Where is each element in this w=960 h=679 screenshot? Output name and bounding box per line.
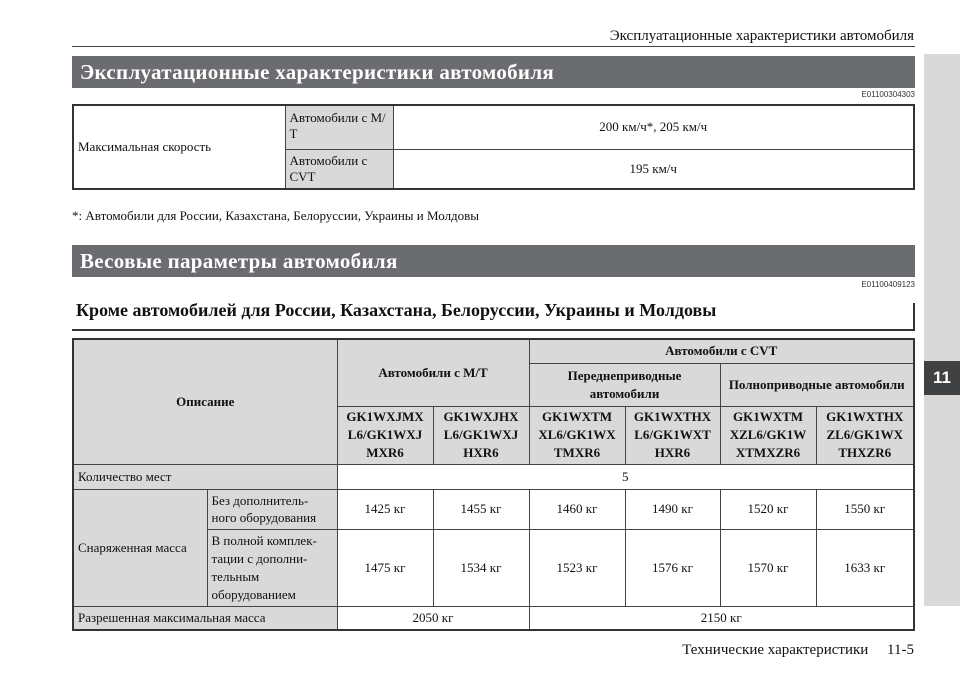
- footer-section: Технические характеристики: [682, 642, 869, 658]
- page-footer: [0, 642, 914, 659]
- speed-table: [72, 104, 915, 190]
- max-speed-label: Максимальная скорость: [73, 105, 285, 189]
- page-header: Эксплуатационные характеристики автомобиля: [609, 28, 914, 44]
- chapter-tab: 11: [924, 361, 960, 395]
- section-title-performance: Эксплуатационные характеристики автомобиля: [72, 56, 915, 88]
- head-description: Описание: [73, 339, 337, 464]
- model-code: GK1WXJHX L6/GK1WXJ HXR6: [433, 406, 529, 464]
- page-number: 11-5: [887, 642, 914, 658]
- mt-speed-value: 200 км/ч*, 205 км/ч: [393, 105, 914, 149]
- gross-mass-mt: 2050 кг: [337, 606, 529, 630]
- header-rule: [72, 46, 915, 47]
- model-code: GK1WXTHX L6/GK1WXT HXR6: [625, 406, 720, 464]
- curb-value: 1576 кг: [625, 529, 720, 606]
- curb-value: 1534 кг: [433, 529, 529, 606]
- subtitle-tick: [913, 303, 915, 331]
- mt-label: Автомобили с М/Т: [285, 105, 393, 149]
- weight-table: [72, 338, 915, 631]
- curb-value: 1425 кг: [337, 489, 433, 529]
- model-code: GK1WXTM XZL6/GK1W XTMXZR6: [720, 406, 816, 464]
- head-mt: Автомобили с М/Т: [337, 339, 529, 406]
- curb-value: 1490 кг: [625, 489, 720, 529]
- speed-footnote: *: Автомобили для России, Казахстана, Белоруссии, Украины и Молдовы: [72, 208, 480, 223]
- curb-value: 1550 кг: [816, 489, 914, 529]
- model-code: GK1WXTM XL6/GK1WX TMXR6: [529, 406, 625, 464]
- side-index-strip: [924, 54, 960, 606]
- cvt-label: Автомобили с CVT: [285, 149, 393, 189]
- cvt-speed-value: 195 км/ч: [393, 149, 914, 189]
- head-awd: Полноприводные автомобили: [720, 363, 914, 406]
- seats-label: Количество мест: [73, 464, 337, 489]
- curb-mass-label: Снаряженная масса: [73, 489, 207, 606]
- curb-value: 1523 кг: [529, 529, 625, 606]
- weight-subtitle: Кроме автомобилей для России, Казахстана, Белоруссии, Украины и Молдовы: [76, 300, 717, 320]
- curb-row-label: Без дополнитель-ного оборудования: [207, 489, 337, 529]
- curb-value: 1455 кг: [433, 489, 529, 529]
- curb-value: 1475 кг: [337, 529, 433, 606]
- curb-row-label: В полной комплек-тации с дополни-тельным оборудованием: [207, 529, 337, 606]
- section-code-performance: E01100304303: [861, 90, 915, 99]
- model-code: GK1WXJMX L6/GK1WXJ MXR6: [337, 406, 433, 464]
- head-cvt: Автомобили с CVT: [529, 339, 914, 363]
- seats-value: 5: [337, 464, 914, 489]
- gross-mass-label: Разрешенная максимальная масса: [73, 606, 337, 630]
- curb-value: 1633 кг: [816, 529, 914, 606]
- curb-value: 1520 кг: [720, 489, 816, 529]
- section-title-weight: Весовые параметры автомобиля: [72, 245, 915, 277]
- curb-value: 1570 кг: [720, 529, 816, 606]
- subtitle-rule: [72, 329, 915, 331]
- curb-value: 1460 кг: [529, 489, 625, 529]
- gross-mass-cvt: 2150 кг: [529, 606, 914, 630]
- head-fwd: Переднеприводные автомобили: [529, 363, 720, 406]
- section-code-weight: E01100409123: [861, 280, 915, 289]
- model-code: GK1WXTHX ZL6/GK1WX THXZR6: [816, 406, 914, 464]
